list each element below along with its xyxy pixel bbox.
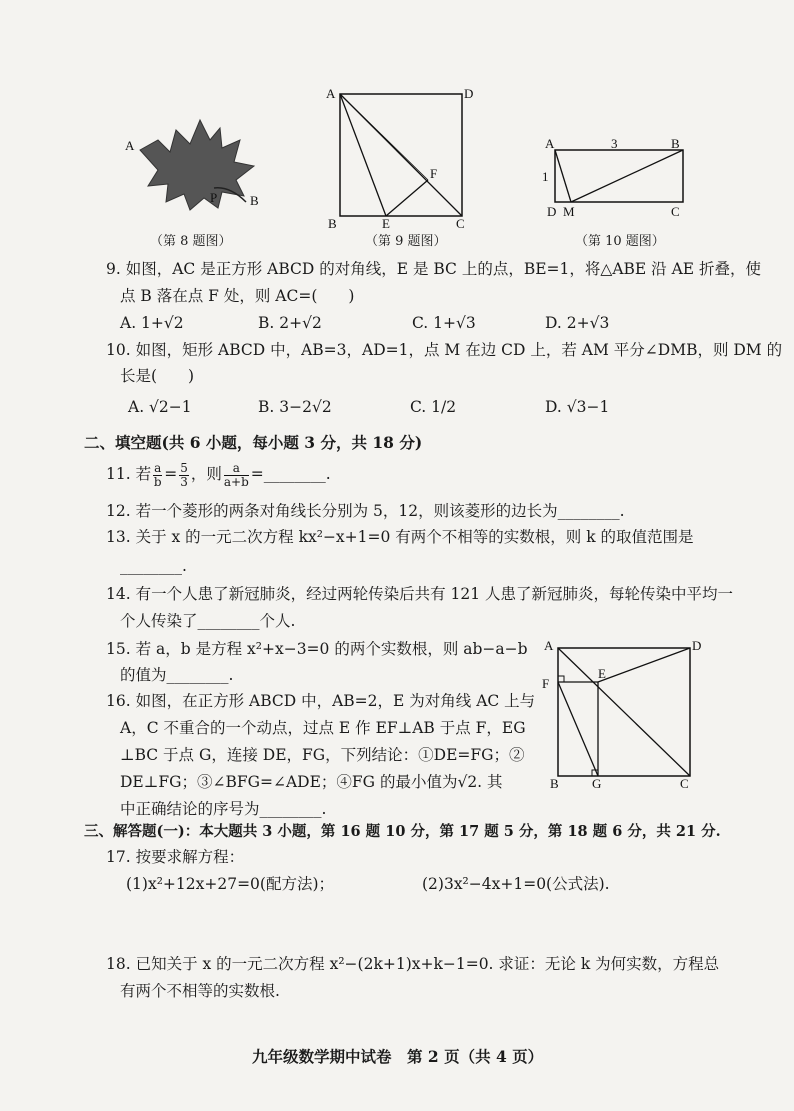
q11-frac3-den: a+b	[223, 474, 249, 489]
q11-frac-5-3	[179, 462, 189, 489]
question-12: 12. 若一个菱形的两条对角线长分别为 5，12，则该菱形的边长为________.	[106, 502, 625, 520]
fig10-label-3: 3	[611, 136, 618, 151]
page-footer: 九年级数学期中试卷 第 2 页（共 4 页）	[252, 1047, 544, 1066]
q11-prefix: 11. 若	[106, 465, 152, 483]
fig9-label-a: A	[326, 86, 336, 101]
q11-frac2-num: 5	[180, 460, 188, 475]
question-13-line1: 13. 关于 x 的一元二次方程 kx²−x+1=0 有两个不相等的实数根，则 k 的取值范围是	[106, 528, 694, 546]
fig10-label-m: M	[563, 204, 575, 219]
q10-option-b: B. 3−2√2	[258, 398, 332, 416]
q9-option-d: D. 2+√3	[545, 314, 610, 332]
question-17-title: 17. 按要求解方程：	[106, 848, 245, 866]
fig10-label-b: B	[671, 136, 680, 151]
q11-frac2-den: 3	[180, 474, 188, 489]
section-3-heading: 三、解答题(一)：本大题共 3 小题，第 16 题 10 分，第 17 题 5 分，第 18 题 6 分，共 21 分.	[84, 823, 721, 840]
section-2-heading: 二、填空题(共 6 小题，每小题 3 分，共 18 分)	[84, 433, 423, 452]
fig10-label-d: D	[547, 204, 557, 219]
question-17-part1: (1)x²+12x+27=0(配方法)；	[126, 875, 335, 893]
fig10-label-a: A	[545, 136, 555, 151]
figure-10-rectangle	[535, 132, 695, 222]
fig16-label-d: D	[692, 638, 702, 653]
fig9-label-e: E	[382, 216, 390, 231]
question-13-line2: ________.	[120, 557, 187, 575]
q9-option-a: A. 1+√2	[120, 314, 184, 332]
figure-9-square	[322, 82, 472, 232]
q11-frac1-den: b	[153, 474, 162, 489]
question-16-line2: A，C 不重合的一个动点，过点 E 作 EF⊥AB 于点 F，EG	[120, 719, 526, 737]
q11-eq: =	[164, 465, 178, 483]
q11-frac3-num: a	[224, 462, 249, 476]
question-14-line2: 个人传染了________个人.	[120, 612, 296, 630]
fig16-label-e: E	[598, 666, 606, 681]
fig16-label-a: A	[544, 638, 554, 653]
fig16-label-g: G	[592, 776, 602, 791]
q10-option-c: C. 1/2	[410, 398, 457, 416]
fig9-label-f: F	[430, 166, 438, 181]
fig16-label-f: F	[542, 676, 550, 691]
question-9-line1: 9. 如图，AC 是正方形 ABCD 的对角线，E 是 BC 上的点，BE=1，将△ABE 沿 AE 折叠，使	[106, 260, 762, 278]
q11-frac1-num: a	[154, 460, 162, 475]
q11-mid: ，则	[190, 465, 222, 483]
q10-option-d: D. √3−1	[545, 398, 610, 416]
q11-suffix: =________.	[250, 465, 331, 483]
fig9-label-d: D	[464, 86, 474, 101]
fig10-caption: （第 10 题图）	[575, 234, 665, 249]
fig8-label-a: A	[125, 138, 135, 153]
question-14-line1: 14. 有一个人患了新冠肺炎，经过两轮传染后共有 121 人患了新冠肺炎，每轮传染中平均一	[106, 585, 734, 603]
q9-option-b: B. 2+√2	[258, 314, 322, 332]
fig9-label-b: B	[328, 216, 337, 231]
q9-option-c: C. 1+√3	[412, 314, 476, 332]
q10-option-a: A. √2−1	[128, 398, 192, 416]
question-16-line4: DE⊥FG；③∠BFG=∠ADE；④FG 的最小值为√2. 其	[120, 773, 503, 791]
fig10-label-c: C	[671, 204, 680, 219]
fig8-label-b: B	[250, 193, 259, 208]
figure-8-leaf	[118, 110, 288, 230]
question-15-line2: 的值为________.	[120, 666, 234, 684]
leaf-shape	[140, 120, 254, 210]
question-16-line1: 16. 如图，在正方形 ABCD 中，AB=2，E 为对角线 AC 上与	[106, 692, 536, 710]
q11-frac-a-b	[153, 462, 162, 489]
figure-16-square	[540, 636, 710, 796]
fig16-label-b: B	[550, 776, 559, 791]
question-17-part2: (2)3x²−4x+1=0(公式法).	[422, 875, 610, 893]
question-9-line2: 点 B 落在点 F 处，则 AC=( )	[120, 287, 355, 305]
question-15-line1: 15. 若 a，b 是方程 x²+x−3=0 的两个实数根，则 ab−a−b	[106, 640, 528, 658]
fig16-label-c: C	[680, 776, 689, 791]
question-18-line2: 有两个不相等的实数根.	[120, 982, 280, 1000]
question-10-line2: 长是( )	[120, 367, 195, 385]
question-11	[106, 460, 331, 489]
question-18-line1: 18. 已知关于 x 的一元二次方程 x²−(2k+1)x+k−1=0. 求证：无论 k 为何实数，方程总	[106, 955, 720, 973]
fig9-caption: （第 9 题图）	[365, 234, 447, 249]
fig8-caption: （第 8 题图）	[150, 234, 232, 249]
q11-frac-a-aplusb	[224, 462, 249, 489]
fig9-label-c: C	[456, 216, 465, 231]
fig10-label-1: 1	[542, 169, 549, 184]
question-16-line3: ⊥BC 于点 G，连接 DE，FG，下列结论：①DE=FG；②	[120, 746, 525, 764]
question-10-line1: 10. 如图，矩形 ABCD 中，AB=3，AD=1，点 M 在边 CD 上，若 AM 平分∠DMB，则 DM 的	[106, 341, 783, 359]
fig8-label-p: P	[210, 190, 218, 205]
question-16-line5: 中正确结论的序号为________.	[120, 800, 327, 818]
